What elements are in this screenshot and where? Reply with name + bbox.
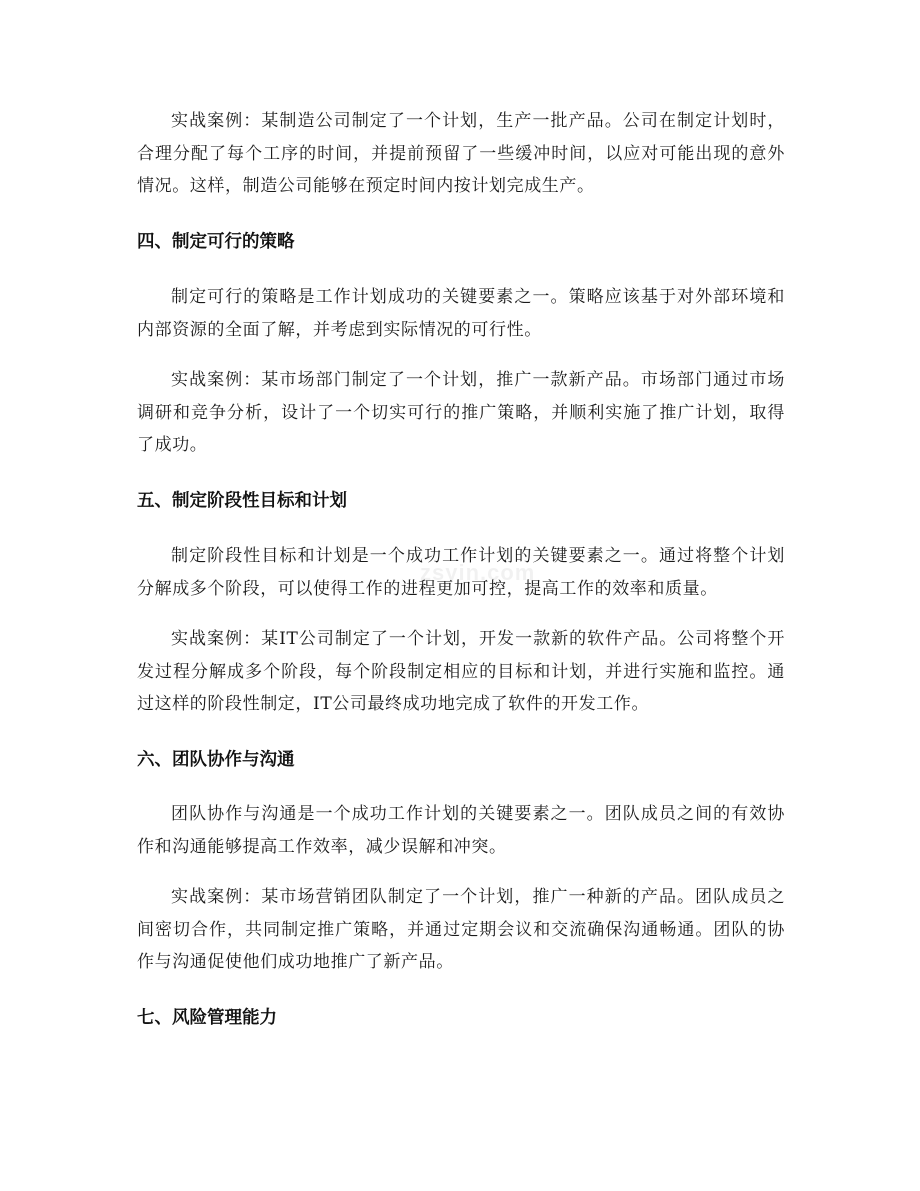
section-heading-4: 四、制定可行的策略 bbox=[137, 232, 295, 252]
paragraph-feasible-strategy: 制定可行的策略是工作计划成功的关键要素之一。策略应该基于对外部环境和内部资源的全面了解，并考虑到实际情况的可行性。 bbox=[137, 287, 785, 340]
paragraph-phased-goals: 制定阶段性目标和计划是一个成功工作计划的关键要素之一。通过将整个计划分解成多个阶段，可以使得工作的进程更加可控，提高工作的效率和质量。 bbox=[137, 546, 785, 599]
section-heading-7: 七、风险管理能力 bbox=[137, 1008, 277, 1028]
section-heading-6: 六、团队协作与沟通 bbox=[137, 750, 295, 770]
paragraph-case-it-company: 实战案例：某IT公司制定了一个计划，开发一款新的软件产品。公司将整个开发过程分解成多个阶段，每个阶段制定相应的目标和计划，并进行实施和监控。通过这样的阶段性制定，IT公司最终成功地完成了软件的开发工作。 bbox=[137, 629, 785, 714]
section-heading-5: 五、制定阶段性目标和计划 bbox=[137, 491, 347, 511]
paragraph-case-marketing-team: 实战案例：某市场营销团队制定了一个计划，推广一种新的产品。团队成员之间密切合作，共同制定推广策略，并通过定期会议和交流确保沟通畅通。团队的协作与沟通促使他们成功地推广了新产品。 bbox=[137, 887, 785, 972]
paragraph-case-marketing-dept: 实战案例：某市场部门制定了一个计划，推广一款新产品。市场部门通过市场调研和竞争分析，设计了一个切实可行的推广策略，并顺利实施了推广计划，取得了成功。 bbox=[137, 370, 785, 455]
paragraph-case-manufacturing: 实战案例：某制造公司制定了一个计划，生产一批产品。公司在制定计划时，合理分配了每个工序的时间，并提前预留了一些缓冲时间，以应对可能出现的意外情况。这样，制造公司能够在预定时间内按计划完成生产。 bbox=[137, 111, 785, 196]
paragraph-team-collaboration: 团队协作与沟通是一个成功工作计划的关键要素之一。团队成员之间的有效协作和沟通能够提高工作效率，减少误解和冲突。 bbox=[137, 804, 785, 857]
watermark: zsyin.com bbox=[420, 560, 536, 585]
